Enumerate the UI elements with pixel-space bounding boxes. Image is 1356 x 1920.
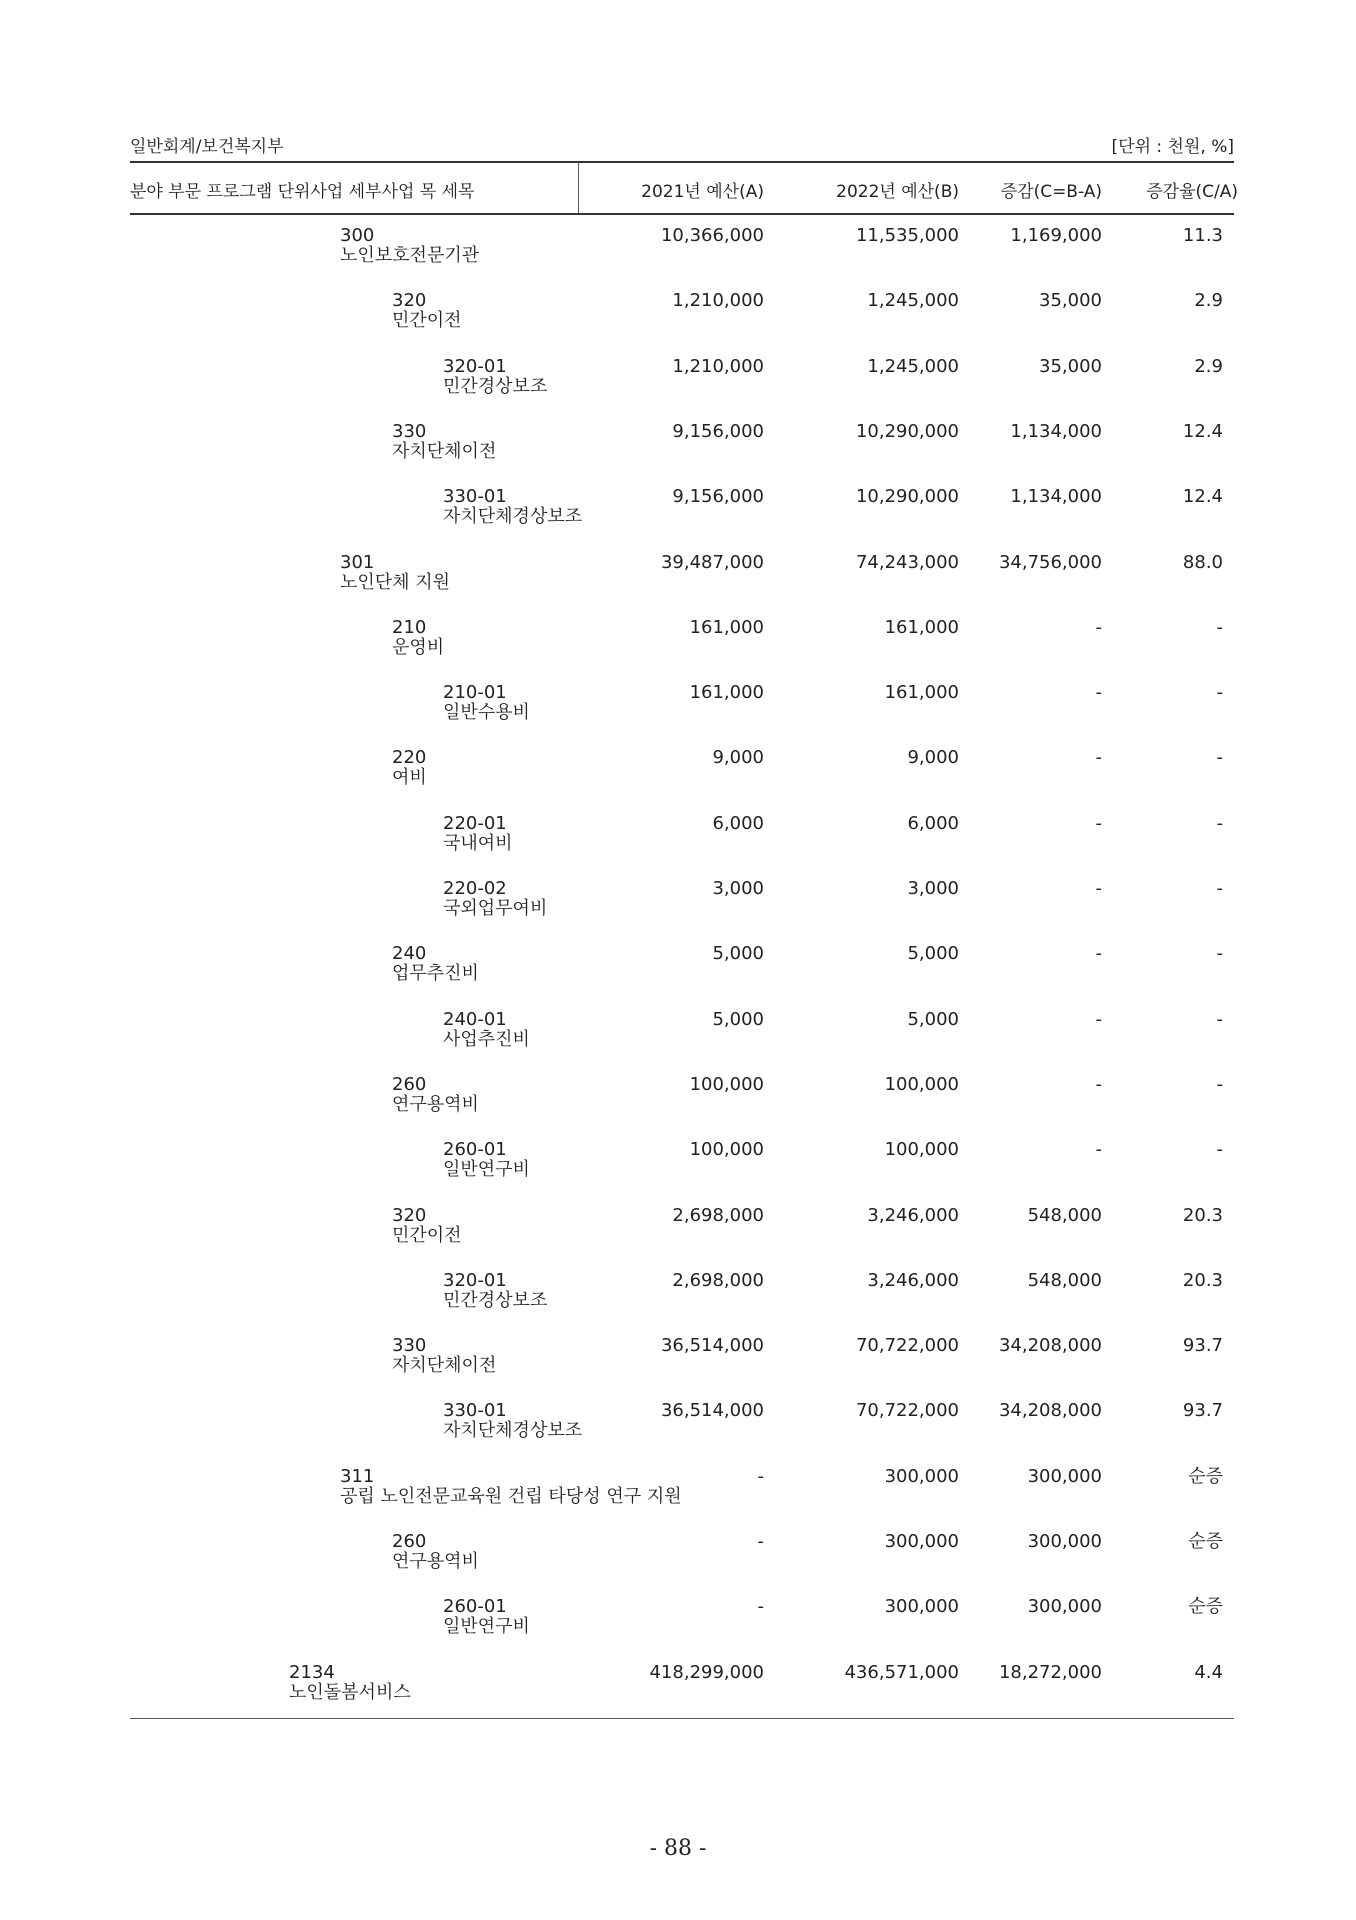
rate-value: 93.7 [1182, 1335, 1223, 1356]
table-row [0, 553, 1356, 601]
column-header-2022: 2022년 예산(B) [836, 182, 959, 202]
table-row [0, 1075, 1356, 1123]
item-name: 여비 [392, 767, 427, 788]
budget-2022-value: 6,000 [907, 813, 959, 834]
change-value: - [1095, 617, 1102, 638]
table-row [0, 944, 1356, 992]
change-value: 1,169,000 [1010, 225, 1102, 246]
rate-value: - [1216, 813, 1223, 834]
item-name: 국외업무여비 [443, 898, 548, 919]
rate-value: - [1216, 747, 1223, 768]
change-value: 548,000 [1027, 1270, 1102, 1291]
change-value: 34,756,000 [998, 552, 1102, 573]
item-name: 민간경상보조 [443, 376, 548, 397]
item-name: 공립 노인전문교육원 건립 타당성 연구 지원 [340, 1486, 682, 1507]
account-title: 일반회계/보건복지부 [130, 137, 284, 157]
rate-value: 4.4 [1194, 1662, 1223, 1683]
change-value: - [1095, 1074, 1102, 1095]
item-code: 260-01 [443, 1596, 507, 1617]
rate-value: 20.3 [1182, 1205, 1223, 1226]
rate-value: 20.3 [1182, 1270, 1223, 1291]
budget-2022-value: 300,000 [884, 1466, 959, 1487]
table-row [0, 291, 1356, 339]
budget-2022-value: 3,246,000 [867, 1205, 959, 1226]
item-code: 240 [392, 943, 427, 964]
header-divider [578, 162, 579, 213]
budget-2022-value: 100,000 [884, 1074, 959, 1095]
budget-2021-value: 161,000 [689, 617, 764, 638]
budget-2021-value: 9,156,000 [672, 421, 764, 442]
table-row [0, 683, 1356, 731]
rate-value: - [1216, 1009, 1223, 1030]
item-name: 일반연구비 [443, 1616, 530, 1637]
budget-2022-value: 1,245,000 [867, 356, 959, 377]
table-row [0, 1532, 1356, 1580]
budget-2021-value: 5,000 [712, 1009, 764, 1030]
column-header-2021: 2021년 예산(A) [641, 182, 764, 202]
budget-2022-value: 70,722,000 [855, 1335, 959, 1356]
item-code: 210 [392, 617, 427, 638]
table-row [0, 1140, 1356, 1188]
budget-2021-value: 2,698,000 [672, 1270, 764, 1291]
item-name: 업무추진비 [392, 963, 479, 984]
table-row [0, 1336, 1356, 1384]
table-row [0, 357, 1356, 405]
item-code: 320 [392, 290, 427, 311]
item-code: 210-01 [443, 682, 507, 703]
table-row [0, 748, 1356, 796]
rate-value: 2.9 [1194, 290, 1223, 311]
change-value: - [1095, 943, 1102, 964]
budget-2021-value: 36,514,000 [660, 1400, 764, 1421]
change-value: 35,000 [1039, 356, 1102, 377]
budget-2022-value: 300,000 [884, 1531, 959, 1552]
budget-2021-value: 6,000 [712, 813, 764, 834]
rate-value: - [1216, 1139, 1223, 1160]
unit-label: [단위 : 천원, %] [1111, 137, 1234, 157]
item-name: 국내여비 [443, 833, 513, 854]
table-row [0, 226, 1356, 274]
table-row [0, 1663, 1356, 1711]
item-code: 260 [392, 1531, 427, 1552]
item-name: 자치단체이전 [392, 1355, 497, 1376]
item-name: 노인단체 지원 [340, 572, 451, 593]
page-header [130, 132, 1234, 156]
budget-2022-value: 5,000 [907, 1009, 959, 1030]
item-name: 민간경상보조 [443, 1290, 548, 1311]
item-code: 220 [392, 747, 427, 768]
rate-value: 12.4 [1182, 486, 1223, 507]
item-name: 연구용역비 [392, 1551, 479, 1572]
budget-2021-value: - [757, 1466, 764, 1487]
item-code: 320-01 [443, 1270, 507, 1291]
rate-value: - [1216, 1074, 1223, 1095]
budget-2022-value: 300,000 [884, 1596, 959, 1617]
budget-2022-value: 3,000 [907, 878, 959, 899]
budget-2022-value: 1,245,000 [867, 290, 959, 311]
table-row [0, 879, 1356, 927]
budget-2021-value: 100,000 [689, 1074, 764, 1095]
item-code: 311 [340, 1466, 375, 1487]
table-row [0, 422, 1356, 470]
change-value: 34,208,000 [998, 1335, 1102, 1356]
budget-2021-value: 39,487,000 [660, 552, 764, 573]
budget-2021-value: - [757, 1531, 764, 1552]
budget-2021-value: - [757, 1596, 764, 1617]
table-row [0, 1010, 1356, 1058]
header-bottom-rule [130, 213, 1234, 215]
column-header-change: 증감(C=B-A) [1000, 182, 1102, 202]
rate-value: 순증 [1188, 1466, 1223, 1487]
change-value: 35,000 [1039, 290, 1102, 311]
item-name: 자치단체이전 [392, 441, 497, 462]
budget-2022-value: 9,000 [907, 747, 959, 768]
page-number: - 88 - [649, 1836, 707, 1861]
rate-value: - [1216, 943, 1223, 964]
change-value: 300,000 [1027, 1466, 1102, 1487]
budget-2022-value: 10,290,000 [855, 421, 959, 442]
item-name: 일반수용비 [443, 702, 530, 723]
budget-2022-value: 70,722,000 [855, 1400, 959, 1421]
table-top-rule [130, 161, 1234, 163]
item-name: 노인돌봄서비스 [289, 1682, 411, 1703]
budget-2021-value: 2,698,000 [672, 1205, 764, 1226]
item-code: 330-01 [443, 486, 507, 507]
table-row [0, 1271, 1356, 1319]
item-name: 민간이전 [392, 1225, 462, 1246]
budget-2022-value: 3,246,000 [867, 1270, 959, 1291]
change-value: - [1095, 747, 1102, 768]
table-row [0, 1467, 1356, 1515]
budget-2021-value: 418,299,000 [649, 1662, 764, 1683]
item-code: 330-01 [443, 1400, 507, 1421]
budget-2022-value: 161,000 [884, 617, 959, 638]
change-value: - [1095, 1139, 1102, 1160]
column-header-rate: 증감율(C/A) [1146, 182, 1238, 202]
budget-2022-value: 100,000 [884, 1139, 959, 1160]
budget-2022-value: 11,535,000 [855, 225, 959, 246]
change-value: 18,272,000 [998, 1662, 1102, 1683]
item-name: 자치단체경상보조 [443, 506, 583, 527]
budget-2021-value: 1,210,000 [672, 290, 764, 311]
item-name: 일반연구비 [443, 1159, 530, 1180]
change-value: 1,134,000 [1010, 486, 1102, 507]
change-value: 300,000 [1027, 1531, 1102, 1552]
item-code: 320 [392, 1205, 427, 1226]
item-name: 자치단체경상보조 [443, 1420, 583, 1441]
item-code: 220-01 [443, 813, 507, 834]
budget-2022-value: 10,290,000 [855, 486, 959, 507]
change-value: 1,134,000 [1010, 421, 1102, 442]
table-row [0, 1206, 1356, 1254]
change-value: 548,000 [1027, 1205, 1102, 1226]
table-row [0, 1597, 1356, 1645]
change-value: - [1095, 1009, 1102, 1030]
item-code: 260-01 [443, 1139, 507, 1160]
item-code: 220-02 [443, 878, 507, 899]
rate-value: 88.0 [1182, 552, 1223, 573]
budget-2021-value: 161,000 [689, 682, 764, 703]
budget-2021-value: 1,210,000 [672, 356, 764, 377]
rate-value: 2.9 [1194, 356, 1223, 377]
budget-2021-value: 100,000 [689, 1139, 764, 1160]
change-value: - [1095, 878, 1102, 899]
rate-value: 순증 [1188, 1596, 1223, 1617]
column-header-category: 분야 부문 프로그램 단위사업 세부사업 목 세목 [130, 182, 475, 202]
table-bottom-rule [130, 1718, 1234, 1719]
budget-2021-value: 9,000 [712, 747, 764, 768]
item-name: 연구용역비 [392, 1094, 479, 1115]
budget-2022-value: 74,243,000 [855, 552, 959, 573]
rate-value: - [1216, 878, 1223, 899]
rate-value: 11.3 [1182, 225, 1223, 246]
item-name: 노인보호전문기관 [340, 245, 480, 266]
budget-2021-value: 5,000 [712, 943, 764, 964]
change-value: 34,208,000 [998, 1400, 1102, 1421]
budget-2022-value: 436,571,000 [844, 1662, 959, 1683]
table-row [0, 487, 1356, 535]
item-code: 301 [340, 552, 375, 573]
item-name: 사업추진비 [443, 1029, 530, 1050]
rate-value: - [1216, 682, 1223, 703]
item-code: 240-01 [443, 1009, 507, 1030]
budget-2021-value: 9,156,000 [672, 486, 764, 507]
item-code: 330 [392, 421, 427, 442]
rate-value: 12.4 [1182, 421, 1223, 442]
item-code: 300 [340, 225, 375, 246]
rate-value: 순증 [1188, 1531, 1223, 1552]
item-name: 운영비 [392, 637, 445, 658]
budget-2021-value: 36,514,000 [660, 1335, 764, 1356]
change-value: 300,000 [1027, 1596, 1102, 1617]
change-value: - [1095, 682, 1102, 703]
budget-2021-value: 10,366,000 [660, 225, 764, 246]
rate-value: - [1216, 617, 1223, 638]
table-row [0, 814, 1356, 862]
item-code: 320-01 [443, 356, 507, 377]
item-code: 2134 [289, 1662, 335, 1683]
table-row [0, 618, 1356, 666]
budget-2022-value: 5,000 [907, 943, 959, 964]
item-code: 260 [392, 1074, 427, 1095]
table-row [0, 1401, 1356, 1449]
change-value: - [1095, 813, 1102, 834]
rate-value: 93.7 [1182, 1400, 1223, 1421]
budget-2022-value: 161,000 [884, 682, 959, 703]
item-code: 330 [392, 1335, 427, 1356]
item-name: 민간이전 [392, 310, 462, 331]
budget-2021-value: 3,000 [712, 878, 764, 899]
